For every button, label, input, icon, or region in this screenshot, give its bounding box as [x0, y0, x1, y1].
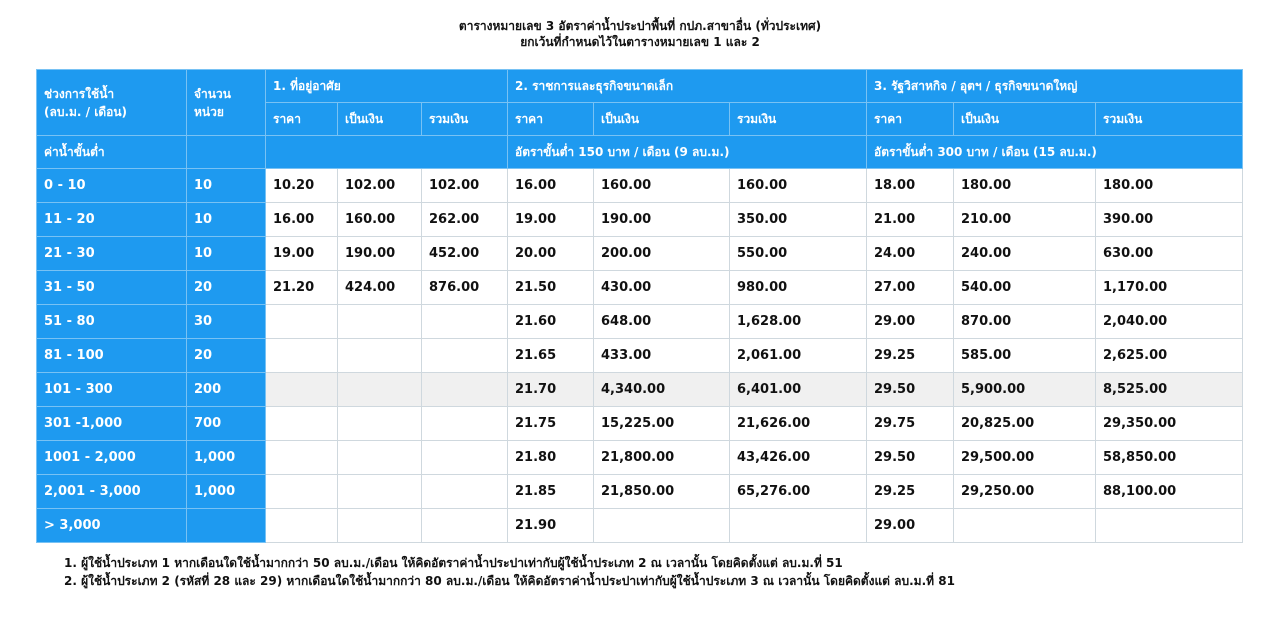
enterprise-price-cell: 27.00: [867, 271, 954, 305]
enterprise-amount-cell: 20,825.00: [954, 407, 1096, 441]
residential-total-cell: 262.00: [422, 203, 508, 237]
header-group-residential: 1. ที่อยู่อาศัย: [266, 70, 508, 103]
government-amount-cell: 15,225.00: [594, 407, 730, 441]
units-cell: 10: [187, 237, 266, 271]
enterprise-total-cell: [1096, 509, 1243, 543]
header-amount: เป็นเงิน: [954, 103, 1096, 136]
residential-total-cell: [422, 339, 508, 373]
government-price-cell: 21.90: [508, 509, 594, 543]
table-row: [37, 237, 1243, 271]
enterprise-price-cell: 29.25: [867, 339, 954, 373]
residential-price-cell: 21.20: [266, 271, 338, 305]
table-row: [37, 305, 1243, 339]
enterprise-price-cell: 29.50: [867, 373, 954, 407]
header-group-government: 2. ราชการและธุรกิจขนาดเล็ก: [508, 70, 867, 103]
header-units: [187, 70, 266, 136]
table-row: [37, 339, 1243, 373]
enterprise-price-cell: 29.50: [867, 441, 954, 475]
usage-range-cell: 2,001 - 3,000: [37, 475, 187, 509]
enterprise-amount-cell: 240.00: [954, 237, 1096, 271]
government-amount-cell: 190.00: [594, 203, 730, 237]
usage-range-cell: > 3,000: [37, 509, 187, 543]
government-total-cell: 21,626.00: [730, 407, 867, 441]
government-total-cell: 43,426.00: [730, 441, 867, 475]
header-total: รวมเงิน: [1096, 103, 1243, 136]
table-row: [37, 169, 1243, 203]
government-amount-cell: [594, 509, 730, 543]
title-line-1: ตารางหมายเลข 3 อัตราค่าน้ำประปาพื้นที่ กปภ.สาขาอื่น (ทั่วประเทศ): [458, 19, 822, 33]
government-price-cell: 21.60: [508, 305, 594, 339]
enterprise-price-cell: 29.00: [867, 509, 954, 543]
header-price: ราคา: [508, 103, 594, 136]
residential-total-cell: [422, 509, 508, 543]
government-total-cell: 160.00: [730, 169, 867, 203]
enterprise-amount-cell: 210.00: [954, 203, 1096, 237]
government-price-cell: 21.80: [508, 441, 594, 475]
government-amount-cell: 160.00: [594, 169, 730, 203]
residential-amount-cell: 102.00: [338, 169, 422, 203]
residential-amount-cell: [338, 373, 422, 407]
header-group-enterprise: 3. รัฐวิสาหกิจ / อุตฯ / ธุรกิจขนาดใหญ่: [867, 70, 1243, 103]
government-price-cell: 21.85: [508, 475, 594, 509]
table-row: [37, 203, 1243, 237]
footnote-1: 1. ผู้ใช้น้ำประเภท 1 หากเดือนใดใช้น้ำมากกว่า 50 ลบ.ม./เดือน ให้คิดอัตราค่าน้ำประปาเท่ากับผู้ใช้น้ำประเภท 2 ณ เวลานั้น โดยคิดตั้งแต่ ลบ.ม.ที่ 51: [64, 556, 843, 570]
enterprise-amount-cell: 29,250.00: [954, 475, 1096, 509]
residential-total-cell: [422, 475, 508, 509]
residential-total-cell: [422, 305, 508, 339]
units-cell: [187, 509, 266, 543]
units-cell: 20: [187, 271, 266, 305]
government-total-cell: 2,061.00: [730, 339, 867, 373]
enterprise-total-cell: 8,525.00: [1096, 373, 1243, 407]
header-price: ราคา: [266, 103, 338, 136]
water-rate-table: [36, 69, 1243, 543]
residential-amount-cell: [338, 305, 422, 339]
residential-price-cell: [266, 407, 338, 441]
enterprise-amount-cell: [954, 509, 1096, 543]
enterprise-amount-cell: 540.00: [954, 271, 1096, 305]
page-title: [0, 18, 1280, 50]
table-row: [37, 509, 1243, 543]
residential-amount-cell: [338, 509, 422, 543]
government-price-cell: 19.00: [508, 203, 594, 237]
title-line-2: ยกเว้นที่กำหนดไว้ในตารางหมายเลข 1 และ 2: [520, 35, 760, 49]
residential-price-cell: [266, 475, 338, 509]
government-total-cell: 6,401.00: [730, 373, 867, 407]
usage-range-cell: 11 - 20: [37, 203, 187, 237]
government-total-cell: 1,628.00: [730, 305, 867, 339]
enterprise-amount-cell: 585.00: [954, 339, 1096, 373]
usage-range-cell: 301 -1,000: [37, 407, 187, 441]
footnote-2: 2. ผู้ใช้น้ำประเภท 2 (รหัสที่ 28 และ 29) หากเดือนใดใช้น้ำมากกว่า 80 ลบ.ม./เดือน ให้คิดอัตราค่าน้ำประปาเท่ากับผู้ใช้น้ำประเภท 3 ณ เวลานั้น โดยคิดตั้งแต่ ลบ.ม.ที่ 81: [64, 574, 955, 588]
government-amount-cell: 430.00: [594, 271, 730, 305]
residential-total-cell: 102.00: [422, 169, 508, 203]
residential-price-cell: [266, 509, 338, 543]
enterprise-amount-cell: 870.00: [954, 305, 1096, 339]
enterprise-total-cell: 390.00: [1096, 203, 1243, 237]
footnotes: [64, 554, 955, 590]
table-row: [37, 373, 1243, 407]
table-row: [37, 271, 1243, 305]
residential-amount-cell: [338, 475, 422, 509]
enterprise-total-cell: 88,100.00: [1096, 475, 1243, 509]
residential-total-cell: [422, 373, 508, 407]
residential-amount-cell: 160.00: [338, 203, 422, 237]
residential-price-cell: [266, 441, 338, 475]
units-cell: 200: [187, 373, 266, 407]
residential-amount-cell: [338, 407, 422, 441]
usage-range-cell: 21 - 30: [37, 237, 187, 271]
enterprise-total-cell: 180.00: [1096, 169, 1243, 203]
units-cell: 1,000: [187, 441, 266, 475]
enterprise-price-cell: 24.00: [867, 237, 954, 271]
residential-total-cell: [422, 407, 508, 441]
government-amount-cell: 433.00: [594, 339, 730, 373]
enterprise-price-cell: 18.00: [867, 169, 954, 203]
enterprise-price-cell: 21.00: [867, 203, 954, 237]
table-row: [37, 441, 1243, 475]
government-amount-cell: 648.00: [594, 305, 730, 339]
minimum-units-empty: [187, 136, 266, 169]
enterprise-total-cell: 630.00: [1096, 237, 1243, 271]
residential-price-cell: 16.00: [266, 203, 338, 237]
usage-range-cell: 1001 - 2,000: [37, 441, 187, 475]
government-total-cell: [730, 509, 867, 543]
enterprise-price-cell: 29.00: [867, 305, 954, 339]
government-price-cell: 21.70: [508, 373, 594, 407]
usage-range-cell: 101 - 300: [37, 373, 187, 407]
units-cell: 700: [187, 407, 266, 441]
minimum-charge-label: ค่าน้ำขั้นต่ำ: [37, 136, 187, 169]
units-cell: 20: [187, 339, 266, 373]
government-amount-cell: 200.00: [594, 237, 730, 271]
table-row: [37, 475, 1243, 509]
enterprise-total-cell: 2,040.00: [1096, 305, 1243, 339]
usage-range-cell: 0 - 10: [37, 169, 187, 203]
residential-minimum-empty: [266, 136, 508, 169]
government-total-cell: 550.00: [730, 237, 867, 271]
header-total: รวมเงิน: [422, 103, 508, 136]
enterprise-price-cell: 29.25: [867, 475, 954, 509]
government-price-cell: 21.50: [508, 271, 594, 305]
table-row: [37, 407, 1243, 441]
residential-total-cell: 876.00: [422, 271, 508, 305]
units-cell: 30: [187, 305, 266, 339]
government-amount-cell: 21,800.00: [594, 441, 730, 475]
enterprise-total-cell: 1,170.00: [1096, 271, 1243, 305]
residential-amount-cell: [338, 339, 422, 373]
usage-range-cell: 81 - 100: [37, 339, 187, 373]
government-price-cell: 21.75: [508, 407, 594, 441]
residential-amount-cell: [338, 441, 422, 475]
header-units-line2: หน่วย: [194, 104, 224, 119]
header-price: ราคา: [867, 103, 954, 136]
residential-price-cell: 10.20: [266, 169, 338, 203]
government-total-cell: 980.00: [730, 271, 867, 305]
header-range-line2: (ลบ.ม. / เดือน): [44, 104, 128, 119]
government-price-cell: 16.00: [508, 169, 594, 203]
residential-amount-cell: 190.00: [338, 237, 422, 271]
usage-range-cell: 31 - 50: [37, 271, 187, 305]
government-amount-cell: 21,850.00: [594, 475, 730, 509]
residential-price-cell: [266, 373, 338, 407]
enterprise-amount-cell: 180.00: [954, 169, 1096, 203]
enterprise-minimum-rate: อัตราขั้นต่ำ 300 บาท / เดือน (15 ลบ.ม.): [867, 136, 1243, 169]
header-units-line1: จำนวน: [194, 86, 231, 101]
residential-price-cell: [266, 339, 338, 373]
government-amount-cell: 4,340.00: [594, 373, 730, 407]
enterprise-total-cell: 2,625.00: [1096, 339, 1243, 373]
residential-total-cell: 452.00: [422, 237, 508, 271]
header-range-line1: ช่วงการใช้น้ำ: [44, 86, 115, 101]
enterprise-total-cell: 29,350.00: [1096, 407, 1243, 441]
residential-price-cell: 19.00: [266, 237, 338, 271]
header-amount: เป็นเงิน: [594, 103, 730, 136]
header-total: รวมเงิน: [730, 103, 867, 136]
residential-total-cell: [422, 441, 508, 475]
header-range: [37, 70, 187, 136]
government-price-cell: 21.65: [508, 339, 594, 373]
government-price-cell: 20.00: [508, 237, 594, 271]
government-total-cell: 65,276.00: [730, 475, 867, 509]
residential-price-cell: [266, 305, 338, 339]
government-total-cell: 350.00: [730, 203, 867, 237]
enterprise-price-cell: 29.75: [867, 407, 954, 441]
units-cell: 1,000: [187, 475, 266, 509]
usage-range-cell: 51 - 80: [37, 305, 187, 339]
header-amount: เป็นเงิน: [338, 103, 422, 136]
units-cell: 10: [187, 169, 266, 203]
residential-amount-cell: 424.00: [338, 271, 422, 305]
enterprise-amount-cell: 29,500.00: [954, 441, 1096, 475]
units-cell: 10: [187, 203, 266, 237]
government-minimum-rate: อัตราขั้นต่ำ 150 บาท / เดือน (9 ลบ.ม.): [508, 136, 867, 169]
enterprise-total-cell: 58,850.00: [1096, 441, 1243, 475]
enterprise-amount-cell: 5,900.00: [954, 373, 1096, 407]
